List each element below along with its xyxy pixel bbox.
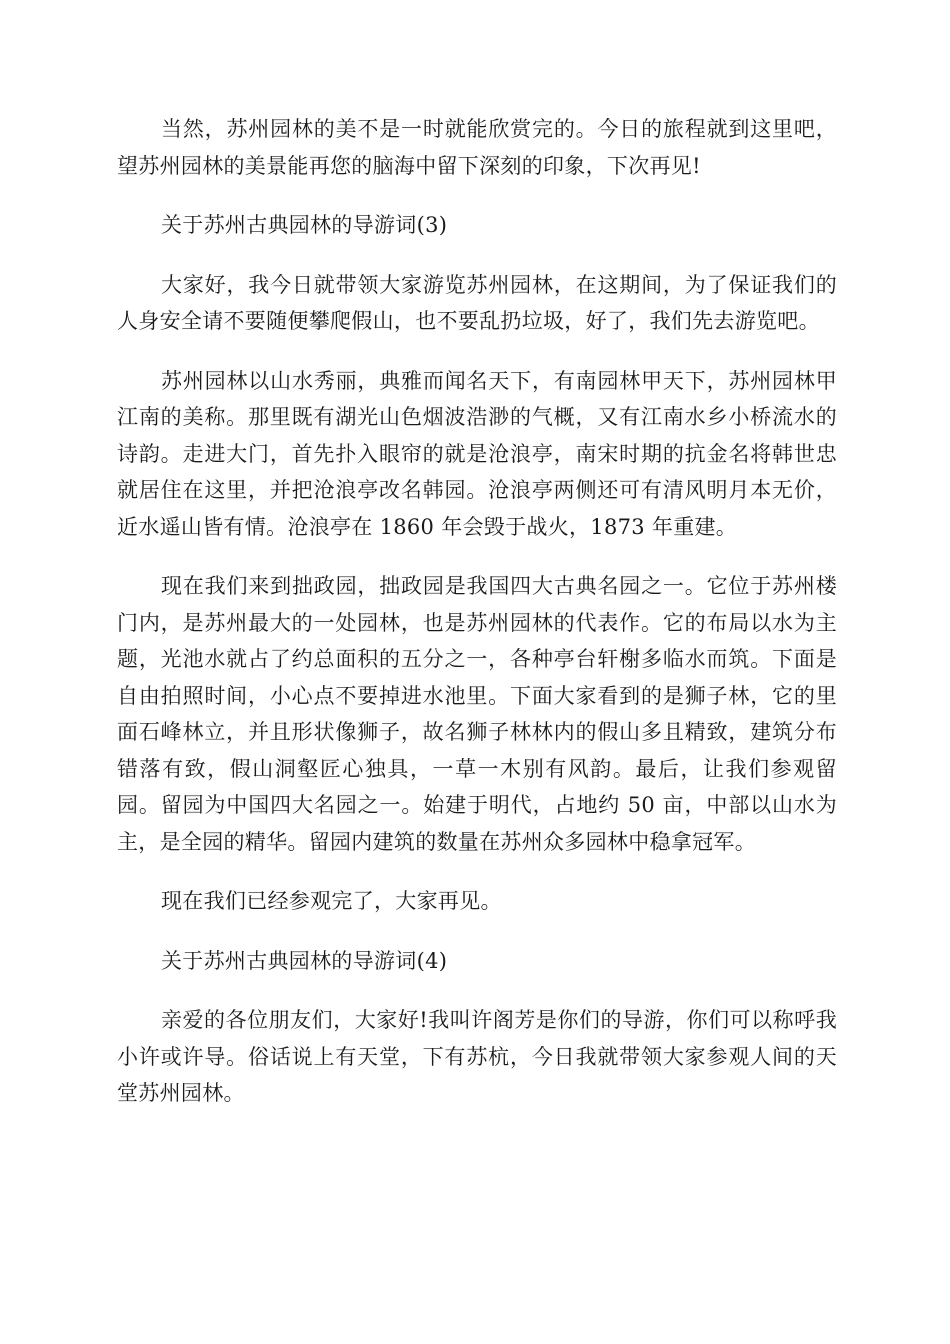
paragraph-intro-4: 亲爱的各位朋友们，大家好!我叫许阁芳是你们的导游，你们可以称呼我小许或许导。俗话说上有天堂，下有苏杭，今日我就带领大家参观人间的天堂苏州园林。 <box>117 1008 837 1105</box>
paragraph-zhuozheng-garden: 现在我们来到拙政园，拙政园是我国四大古典名园之一。它位于苏州楼门内，是苏州最大的一处园林，也是苏州园林的代表作。它的布局以水为主题，光池水就占了约总面积的五分之一，各种亭台轩榭多临水而筑。下面是自由拍照时间，小心点不要掉进水池里。下面大家看到的是狮子林，它的里面石峰林立，并且形状像狮子，故名狮子林林内的假山多且精致，建筑分布错落有致，假山洞壑匠心独具，一草一木别有风韵。最后，让我们参观留园。留园为中国四大名园之一。始建于明代，占地约 50 亩，中部以山水为主，是全园的精华。留园内建筑的数量在苏州众多园林中稳拿冠军。 <box>117 574 837 854</box>
document-body <box>117 111 837 1135</box>
paragraph-canglang-pavilion: 苏州园林以山水秀丽，典雅而闻名天下，有南园林甲天下，苏州园林甲江南的美称。那里既有湖光山色烟波浩渺的气概，又有江南水乡小桥流水的诗韵。走进大门，首先扑入眼帘的就是沧浪亭，南宋时期的抗金名将韩世忠就居住在这里，并把沧浪亭改名韩园。沧浪亭两侧还可有清风明月本无价，近水遥山皆有情。沧浪亭在 1860 年会毁于战火，1873 年重建。 <box>117 368 837 539</box>
section-heading-3: 关于苏州古典园林的导游词(3) <box>161 213 448 237</box>
paragraph-closing-3: 现在我们已经参观完了，大家再见。 <box>161 889 502 913</box>
paragraph-closing-2: 当然，苏州园林的美不是一时就能欣赏完的。今日的旅程就到这里吧，望苏州园林的美景能再您的脑海中留下深刻的印象，下次再见! <box>117 117 837 178</box>
paragraph-intro-3: 大家好，我今日就带领大家游览苏州园林，在这期间，为了保证我们的人身安全请不要随便攀爬假山，也不要乱扔垃圾，好了，我们先去游览吧。 <box>117 272 837 333</box>
section-heading-4: 关于苏州古典园林的导游词(4) <box>161 948 448 973</box>
